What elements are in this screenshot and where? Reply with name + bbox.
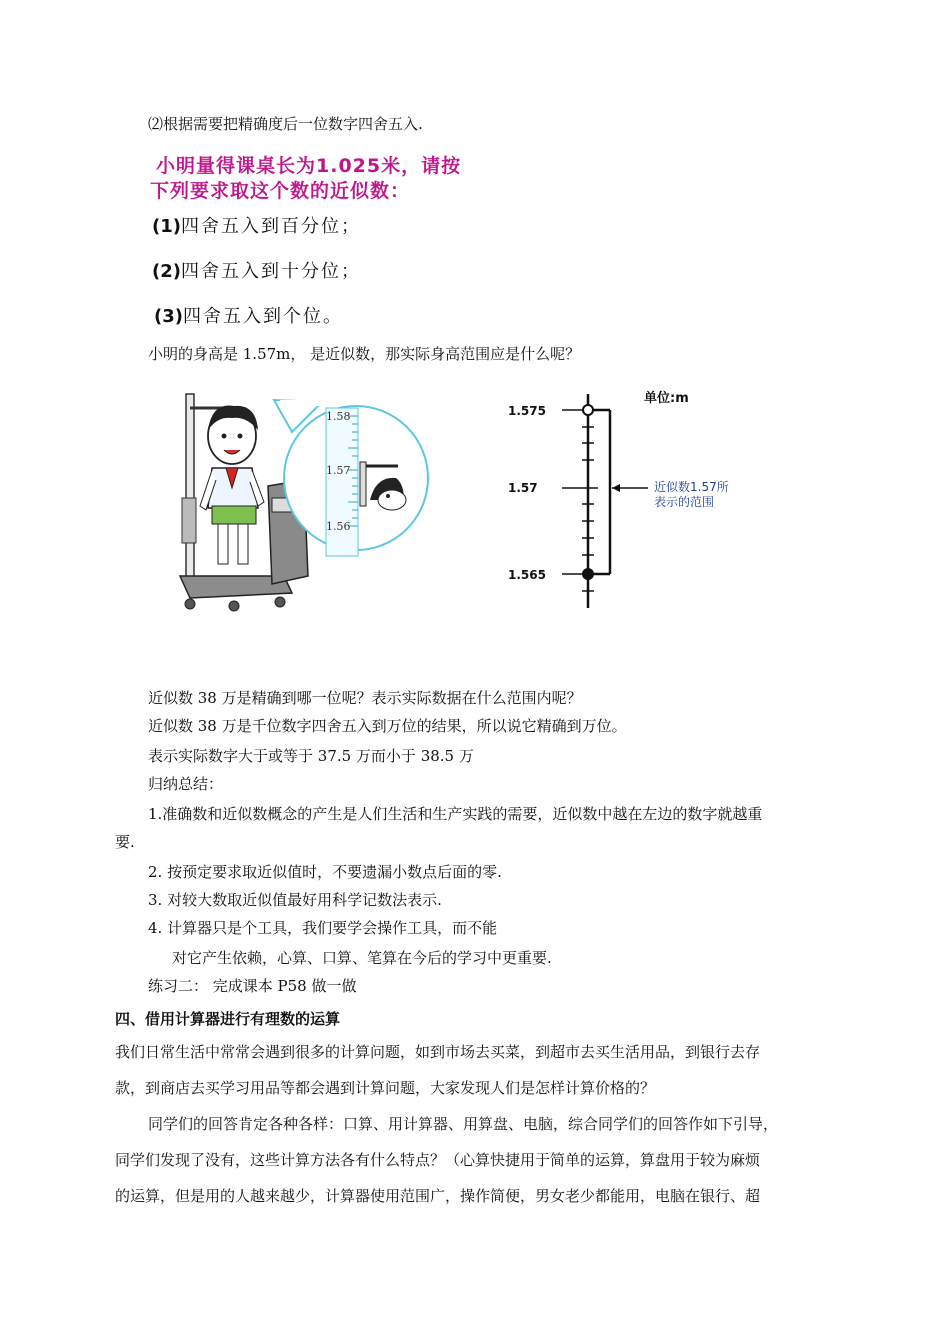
boy-height-illustration: [172, 388, 434, 618]
height-question: 小明的身高是 1.57m， 是近似数，那实际身高范围应是什么呢？: [148, 345, 581, 363]
approx-value-label: 1.57: [508, 481, 538, 495]
task-3-number: (3): [154, 306, 183, 327]
upper-bound-label: 1.575: [508, 404, 546, 418]
range-note-line2: 表示的范围: [654, 495, 715, 509]
task-2-text: 四舍五入到十分位；: [180, 261, 361, 282]
scale-tick-1-56: 1.56: [326, 520, 351, 533]
example-line1: 小明量得课桌长为1.025米，请按: [156, 155, 462, 177]
section4-heading: 四、借用计算器进行有理数的运算: [115, 1010, 341, 1028]
task-3: [154, 302, 343, 328]
task-3-text: 四舍五入到个位。: [182, 306, 343, 327]
lower-bound-label: 1.565: [508, 568, 546, 582]
unit-label: 单位:m: [644, 391, 689, 406]
summary-point-3: 3. 对较大数取近似值最好用科学记数法表示.: [148, 891, 442, 909]
task-2-number: (2): [152, 261, 181, 282]
section4-para2-line1: 同学们的回答肯定各种各样：口算、用计算器、用算盘、电脑，综合同学们的回答作如下引导，: [148, 1115, 779, 1133]
range-number-line: [498, 388, 798, 612]
text-line-1: 近似数 38 万是精确到哪一位呢？表示实际数据在什么范围内呢？: [148, 689, 582, 707]
exercise-line: 练习二： 完成课本 P58 做一做: [148, 977, 357, 995]
task-1: [152, 212, 361, 238]
text-line-3: 表示实际数字大于或等于 37.5 万而小于 38.5 万: [148, 747, 474, 765]
text-line-2: 近似数 38 万是千位数字四舍五入到万位的结果，所以说它精确到万位。: [148, 717, 627, 735]
scale-tick-1-58: 1.58: [326, 410, 351, 423]
summary-point-2: 2. 按预定要求取近似值时，不要遗漏小数点后面的零.: [148, 863, 502, 881]
summary-point-4-cont: 对它产生依赖，心算、口算、笔算在今后的学习中更重要.: [172, 949, 552, 967]
example-line2: 下列要求取这个数的近似数：: [150, 180, 411, 202]
section4-para2-line3: 的运算，但是用的人越来越少，计算器使用范围广，操作简便，男女老少都能用，电脑在银行、超: [115, 1187, 761, 1205]
section4-para1-line1: 我们日常生活中常常会遇到很多的计算问题，如到市场去买菜，到超市去买生活用品，到银行去存: [115, 1043, 761, 1061]
summary-point-4: 4. 计算器只是个工具，我们要学会操作工具，而不能: [148, 919, 498, 937]
task-1-number: (1): [152, 216, 181, 237]
scale-tick-1-57: 1.57: [326, 464, 351, 477]
step2-text: ⑵根据需要把精确度后一位数字四舍五入.: [148, 115, 423, 133]
task-1-text: 四舍五入到百分位；: [180, 216, 361, 237]
summary-point-1-cont: 要.: [115, 833, 135, 851]
summary-heading: 归纳总结：: [148, 775, 224, 793]
range-note-line1: 近似数1.57所: [654, 480, 729, 494]
section4-para2-line2: 同学们发现了没有，这些计算方法各有什么特点？（心算快捷用于简单的运算，算盘用于较为麻烦: [115, 1151, 761, 1169]
section4-para1-line2: 款，到商店去买学习用品等都会遇到计算问题，大家发现人们是怎样计算价格的？: [115, 1079, 656, 1097]
task-2: [152, 257, 361, 283]
summary-point-1: 1.准确数和近似数概念的产生是人们生活和生产实践的需要，近似数中越在左边的数字就越重: [148, 805, 763, 823]
